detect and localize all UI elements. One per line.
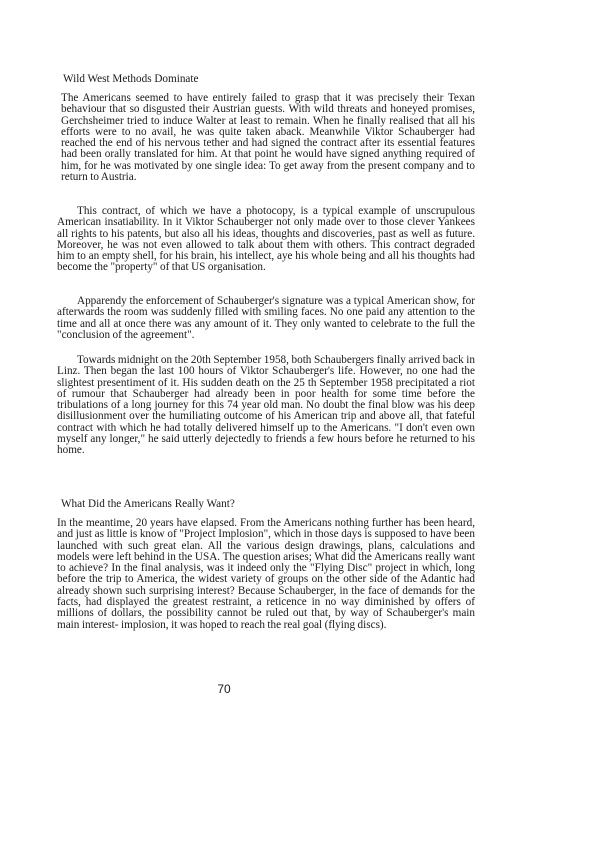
section-heading-americans: What Did the Americans Really Want?	[61, 498, 235, 510]
paragraph-3: Apparendy the enforcement of Schauberger's signature was a typical American show, for afterwards the room was suddenly filled with smiling faces. No one paid any attention to the time and all at once there was any amount of it. They only wanted to celebrate to the full the "conclusion of the agreement".	[57, 295, 475, 341]
paragraph-1: The Americans seemed to have entirely failed to grasp that it was precisely their Texan behaviour that so disgusted their Austrian guests. With wild threats and honeyed promises, Gerchsheimer tried to induce Walter at least to remain. When he finally realised that all his efforts were to no avail, he was quite taken aback. Meanwhile Viktor Schauberger had reached the end of his nervous tether and had signed the contract after its essential features had been orally translated for him. At that point he would have signed anything required of him, for he was motivated by one single idea: To get away from the present company and to return to Austria.	[61, 92, 475, 184]
paragraph-4: Towards midnight on the 20th September 1958, both Schaubergers finally arrived back in Linz. Then began the last 100 hours of Viktor Schauberger's life. However, no one had the slightest presentiment of it. His sudden death on the 25 th September 1958 precipitated a riot of rumour that Schauberger had already been in poor health for some time before the tribulations of a long journey for this 74 year old man. No doubt the final blow was his deep disillusionment over the humiliating outcome of his American trip and above all, that fateful contract with which he had totally delivered himself up to the Americans. "I don't even own myself any longer," he said utterly dejectedly to friends a few hours before he returned to his home.	[57, 354, 475, 457]
paragraph-2: This contract, of which we have a photocopy, is a typical example of unscrupulous American insatiability. In it Viktor Schauberger not only made over to those clever Yankees all rights to his patents, but also all his ideas, thoughts and discoveries, past as well as future. Moreover, he was not even allowed to talk about them with others. This contract degraded him to an empty shell, for his brain, his intellect, aye his whole being and all his thoughts had become the "property" of that US organisation.	[57, 205, 475, 274]
paragraph-5: In the meantime, 20 years have elapsed. From the Americans nothing further has been heard, and just as little is know of "Project Implosion", which in those days is supposed to have been launched with such great elan. All the various design drawings, plans, calculations and models were left behind in the USA. The question arises; What did the Americans really want to achieve? In the final analysis, was it indeed only the "Flying Disc" project in which, long before the trip to America, the widest variety of groups on the other side of the Adantic had already shown such surprising interest? Because Schauberger, in the face of demands for the facts, had displayed the greatest restraint, a reticence in no way diminished by offers of millions of dollars, the possibility cannot be ruled out that, by way of Schauberger's main main interest- implosion, it was hoped to reach the real goal (flying discs).	[57, 517, 475, 631]
section-heading-wild-west: Wild West Methods Dominate	[63, 73, 199, 85]
page-number: 70	[217, 682, 231, 696]
